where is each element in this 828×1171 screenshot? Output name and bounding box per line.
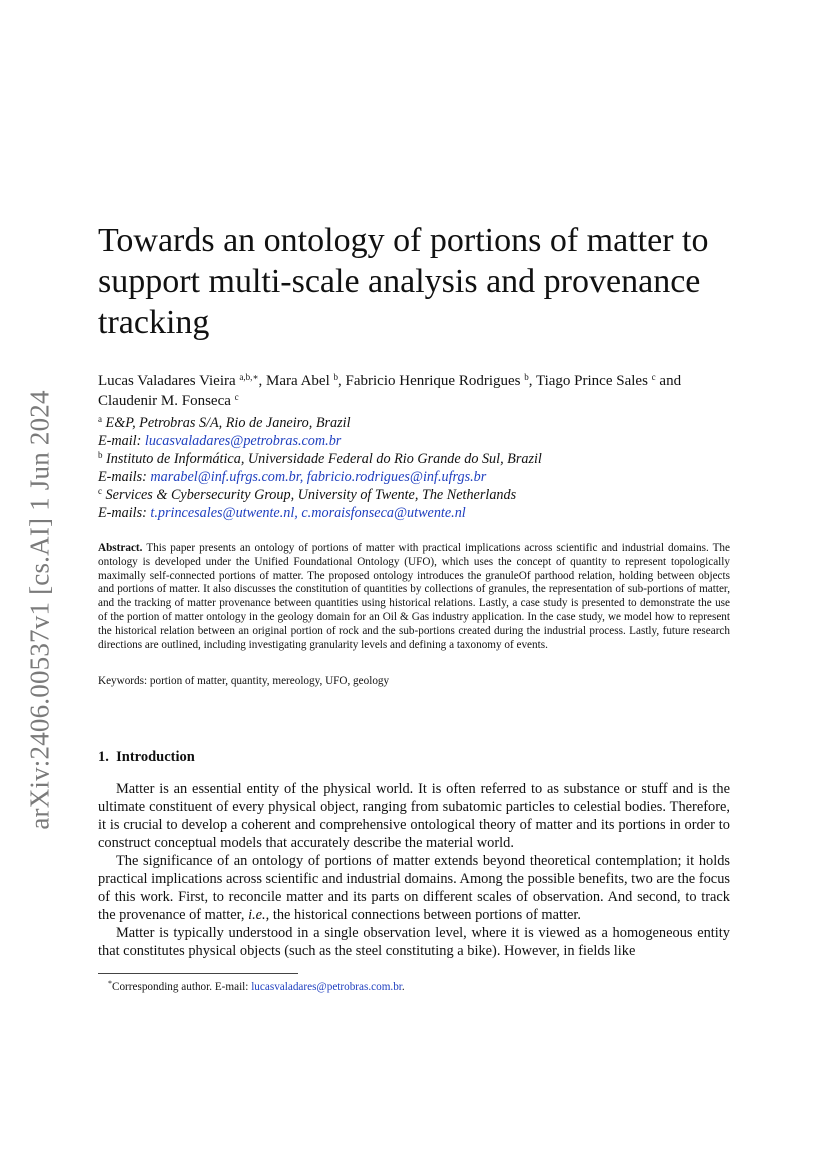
author-affil-mark: c [234,392,239,402]
arxiv-sidebar-stamp [18,360,62,860]
affiliation-c: $^c$ Services & Cybersecurity Group, University of Twente, The Netherlands [98,486,517,503]
author-name: Tiago Prince Sales [535,373,648,389]
section-number: 1. [98,749,109,765]
paper-title: Towards an ontology of portions of matter to support multi-scale analysis and provenance tracking [98,222,709,341]
abstract-label: Abstract. [98,542,143,554]
affiliation-b-email: E-mails: marabel@inf.ufrgs.com.br, fabricio.rodrigues@inf.ufrgs.br [98,469,487,485]
author-affil-mark: b [524,372,529,382]
affiliation-c-email: E-mails: t.princesales@utwente.nl, c.moraisfonseca@utwente.nl [98,505,466,521]
author-affil-mark: b [333,372,339,382]
email-link[interactable]: lucasvaladares@petrobras.com.br [144,433,342,449]
keywords: Keywords: portion of matter, quantity, mereology, UFO, geology [98,675,390,687]
email-link[interactable]: lucasvaladares@petrobras.com.br [251,981,402,993]
footnote-rule [98,973,298,974]
affiliation-a: $^a$ E&P, Petrobras S/A, Rio de Janeiro, Brazil [98,414,351,431]
footnote-mark: * [108,979,112,988]
section-heading [98,749,195,766]
paragraph: Matter is typically understood in a single observation level, where it is viewed as a homogeneous entity that constitutes physical objects (such as the steel constituting a bike). However, in fields like [98,925,730,959]
author-name: Fabricio Henrique Rodrigues [345,373,521,389]
affiliation-list [98,414,738,522]
abstract [98,542,730,652]
affiliation-a-email: E-mail: lucasvaladares@petrobras.com.br [98,433,342,449]
paragraph: Matter is an essential entity of the physical world. It is often referred to as substance or stuff and is the ultimate constituent of every physical object, ranging from subatomic particles to celestial bodies. Therefore, it is crucial to develop a coherent and comprehensive ontological theory of matter and its portions in order to construct conceptual models that accurately describe the material world. [98,781,730,851]
affiliation-b: $^b$ Instituto de Informática, Universidade Federal do Rio Grande do Sul, Brazil [98,450,542,467]
body-text [98,780,730,960]
author-affil-mark: a,b,∗ [239,372,259,382]
arxiv-identifier: arXiv:2406.00537v1 [cs.AI] 1 Jun 2024 [24,390,55,830]
section-title: Introduction [116,749,195,765]
author-affil-mark: c [651,372,656,382]
footnote: *Corresponding author. E-mail: lucasvaladares@petrobras.com.br. [108,979,405,993]
paragraph: The significance of an ontology of portions of matter extends beyond theoretical contemplation; it holds practical implications across scientific and industrial domains. Among the possible benefits, two are the focus of this work. First, to reconcile matter and its parts on different scales of observation. And second, to track the provenance of matter, i.e., the historical connections between portions of matter. [98,853,730,923]
email-link[interactable]: marabel@inf.ufrgs.com.br, fabricio.rodrigues@inf.ufrgs.br [150,469,487,485]
abstract-text: This paper presents an ontology of portions of matter with practical implications across scientific and industrial domains. The ontology is developed under the Unified Foundational Ontology (UFO), which uses the concept of quantity to represent topologically maximally self-connected portions of matter. The proposed ontology introduces the granuleOf parthood relation, holding between objects and portions of matter. It also discusses the constitution of quantities by collections of granules, the representation of sub-portions of matter, and the tracking of matter provenance between quantities using historical relations. Lastly, a case study is presented to demonstrate the use of the portion of matter ontology in the geology domain for an Oil & Gas industry application. In the case study, we model how to represent the historical relation between an original portion of rock and the sub-portions created during the industrial process. Lastly, future research directions are outlined, including investigating granularity levels and defining a taxonomy of events. [98,542,730,651]
author-list: Lucas Valadares Vieira $^{a,b,∗}$, Mara Abel $^b$, Fabricio Henrique Rodrigues $^b$, Tiago Prince Sales $^c$ and Claudenir M. Fonseca $^c$ [98,372,682,409]
author-name: Claudenir M. Fonseca [98,393,231,409]
email-link[interactable]: t.princesales@utwente.nl, c.moraisfonseca@utwente.nl [150,505,466,521]
author-name: Mara Abel [266,373,330,389]
author-name: Lucas Valadares Vieira [98,373,236,389]
